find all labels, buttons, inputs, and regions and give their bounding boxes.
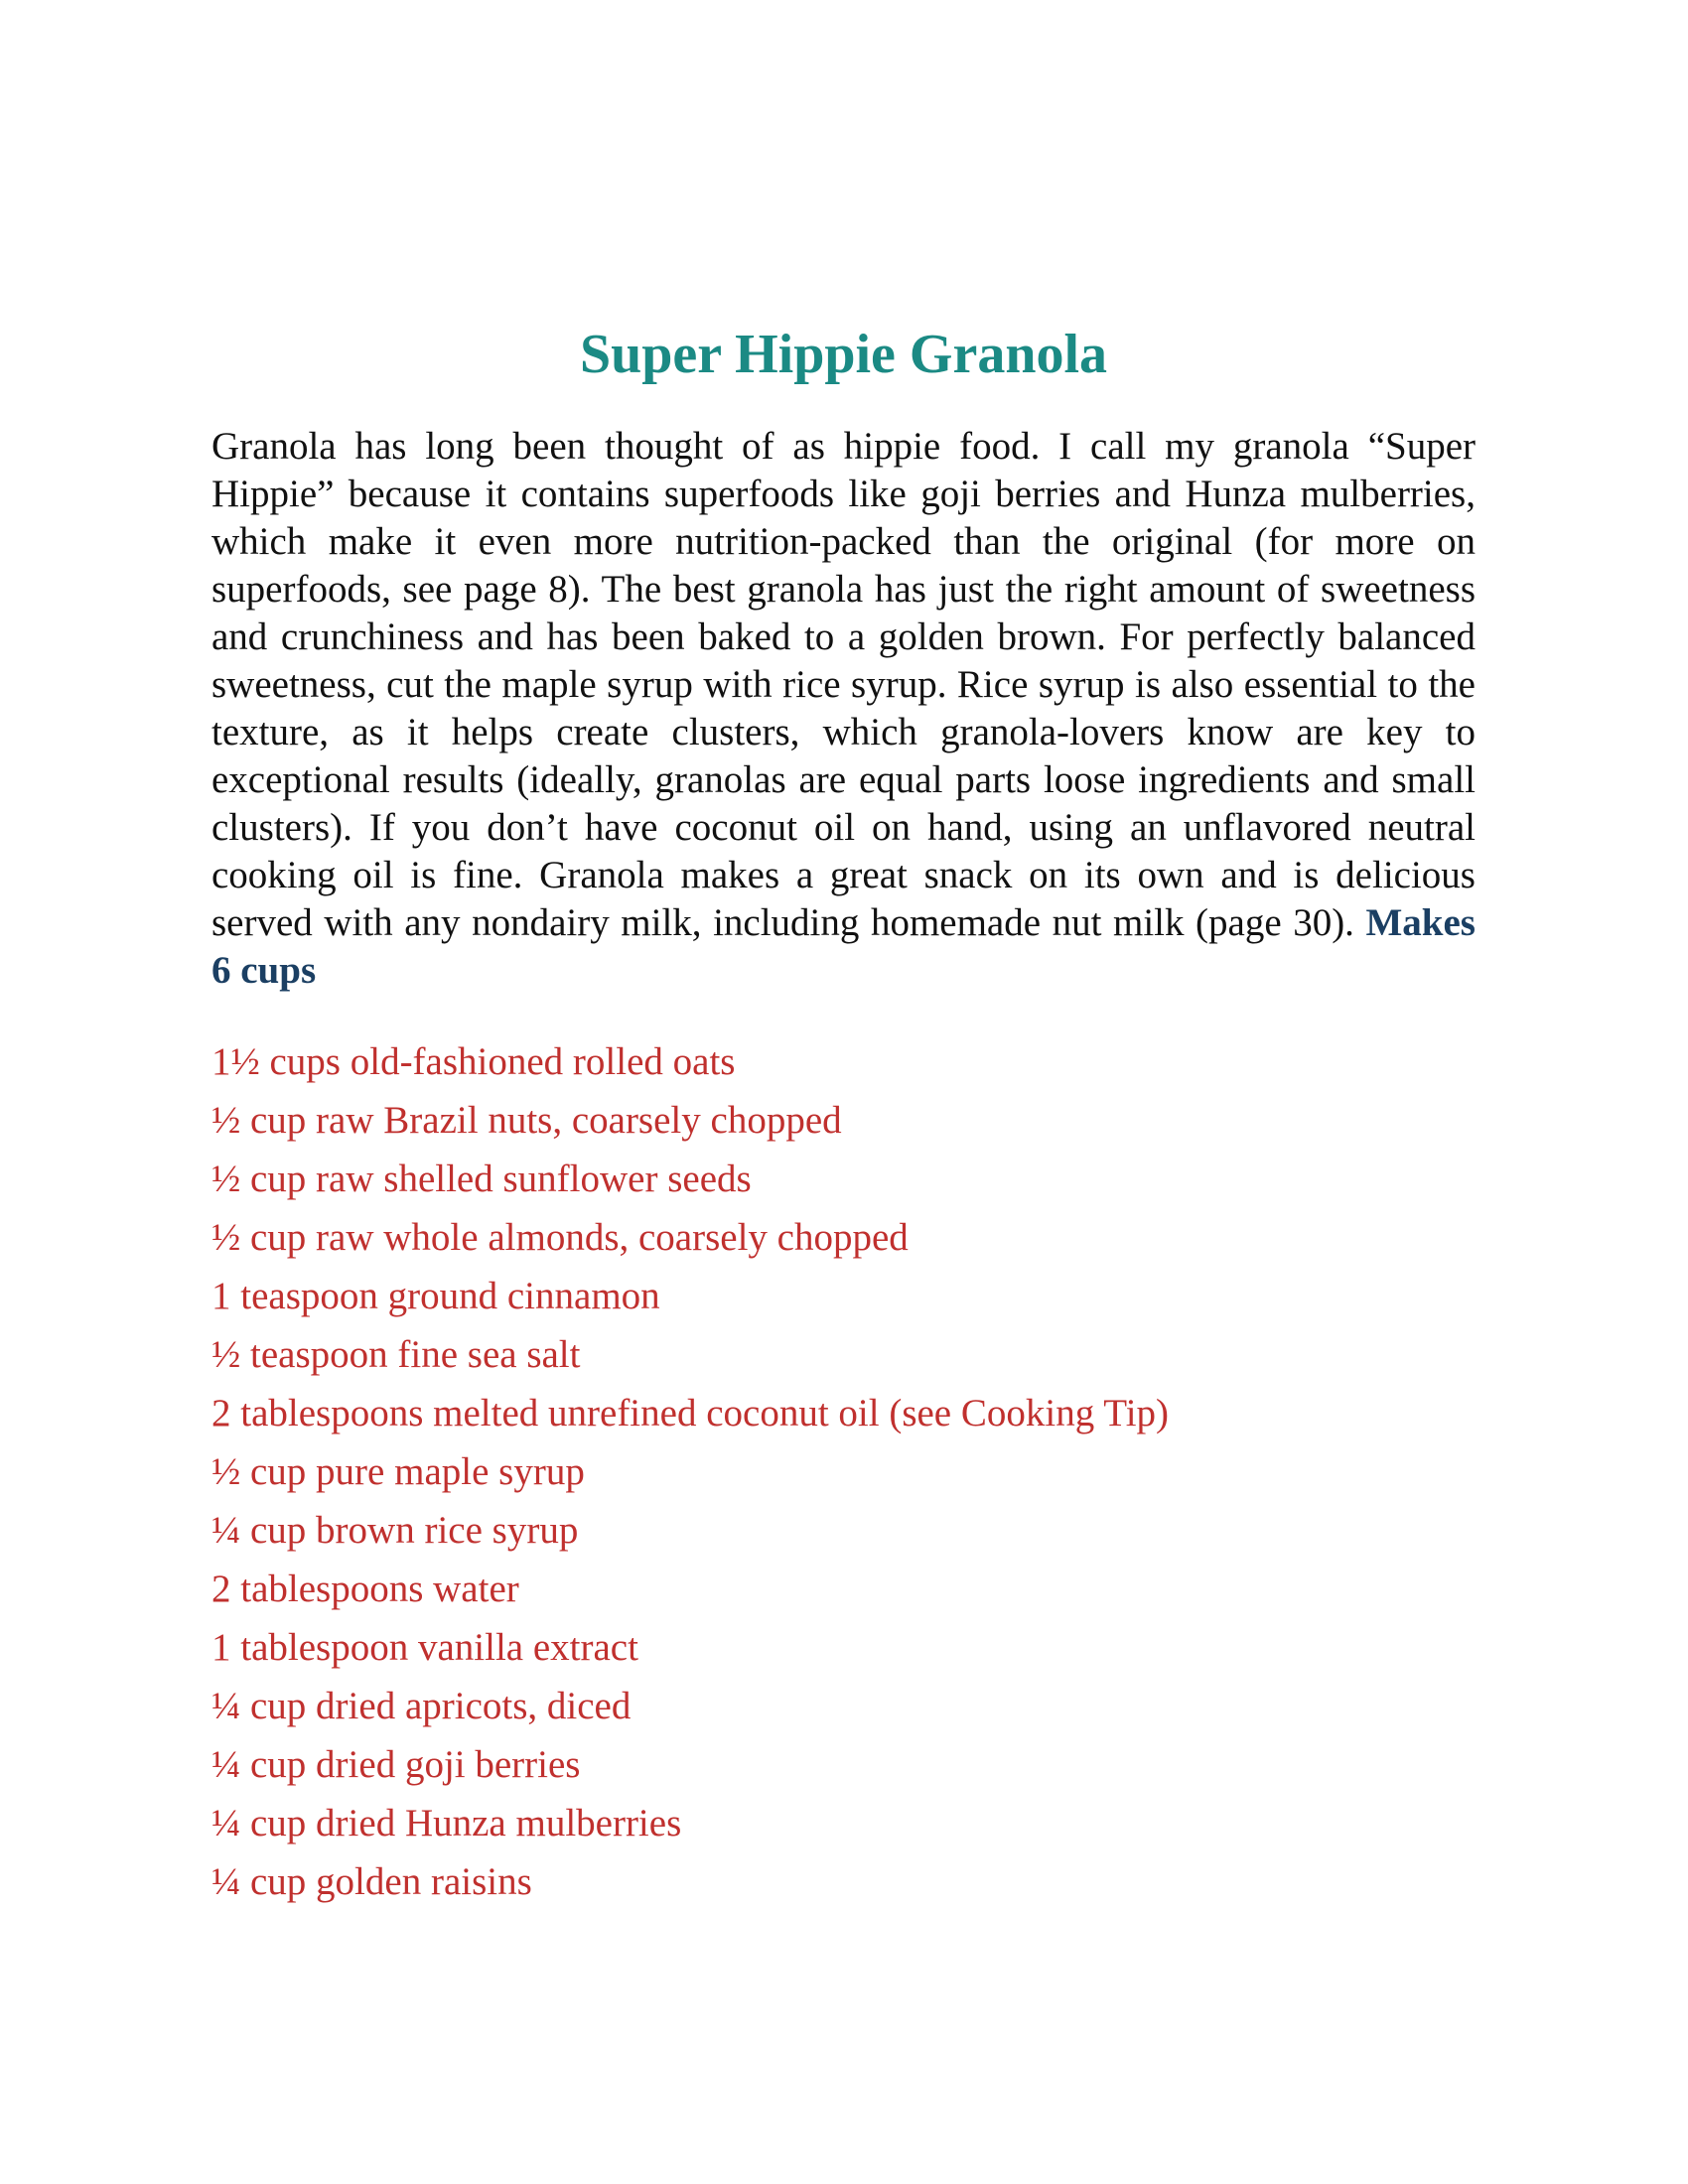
recipe-intro <box>211 423 1476 995</box>
recipe-page <box>211 320 1476 1911</box>
ingredient-item: 2 tablespoons melted unrefined coconut oil (see Cooking Tip) <box>211 1392 1170 1434</box>
ingredient-item: ½ cup raw shelled sunflower seeds <box>211 1158 752 1200</box>
ingredient-item: ½ cup raw whole almonds, coarsely chopped <box>211 1216 909 1259</box>
recipe-yield: Makes 6 cups <box>211 901 1476 992</box>
ingredient-item: 2 tablespoons water <box>211 1568 519 1610</box>
ingredient-item: ½ teaspoon fine sea salt <box>211 1333 581 1376</box>
ingredient-item: ½ cup raw Brazil nuts, coarsely chopped <box>211 1099 842 1142</box>
ingredient-item: ¼ cup dried Hunza mulberries <box>211 1802 682 1844</box>
recipe-title: Super Hippie Granola <box>579 324 1108 385</box>
ingredient-item: ½ cup pure maple syrup <box>211 1450 585 1493</box>
ingredient-item: ¼ cup dried goji berries <box>211 1743 581 1786</box>
ingredient-item: ¼ cup dried apricots, diced <box>211 1685 632 1727</box>
ingredient-item: 1½ cups old-fashioned rolled oats <box>211 1040 736 1083</box>
ingredient-item: 1 teaspoon ground cinnamon <box>211 1275 660 1317</box>
intro-text: Granola has long been thought of as hippie food. I call my granola “Super Hippie” because it contains superfoods like goji berries and Hunza mulberries, which make it even more nutrition-packed than the original (for more on superfoods, see page 8). The best granola has just the right amount of sweetness and crunchiness and has been baked to a golden brown. For perfectly balanced sweetness, cut the maple syrup with rice syrup. Rice syrup is also essential to the texture, as it helps create clusters, which granola-lovers know are key to exceptional results (ideally, granolas are equal parts loose ingredients and small clusters). If you don’t have coconut oil on hand, using an unflavored neutral cooking oil is fine. Granola makes a great snack on its own and is delicious served with any nondairy milk, including homemade nut milk (page 30). <box>211 425 1476 944</box>
ingredient-list <box>211 1032 1476 1911</box>
ingredient-item: ¼ cup brown rice syrup <box>211 1509 579 1552</box>
ingredient-item: ¼ cup golden raisins <box>211 1860 532 1903</box>
ingredient-item: 1 tablespoon vanilla extract <box>211 1626 638 1669</box>
